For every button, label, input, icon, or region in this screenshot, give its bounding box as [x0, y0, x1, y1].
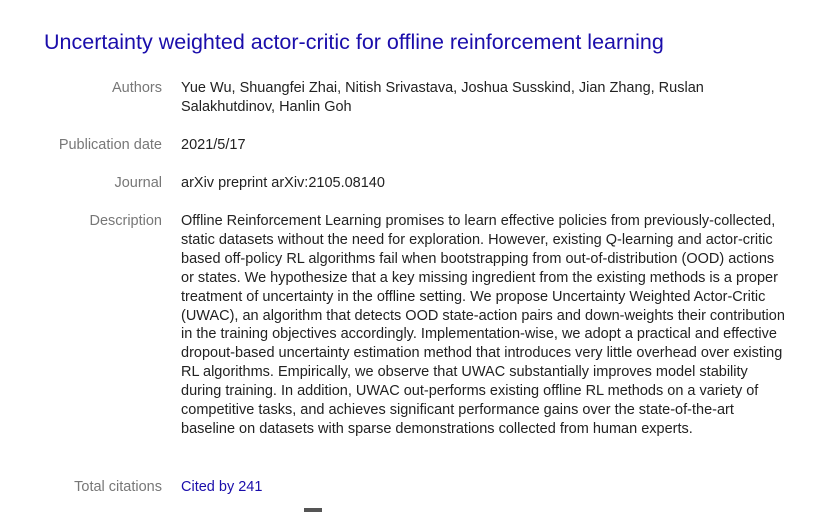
- paper-title-link[interactable]: Uncertainty weighted actor-critic for offline reinforcement learning: [44, 30, 664, 54]
- total-citations-value: [181, 478, 789, 497]
- description-value: Offline Reinforcement Learning promises to learn effective policies from previously-collected, static datasets without the need for exploration. However, existing Q-learning and actor-critic based off-policy RL algorithms fail when bootstrapping from out-of-distribution (OOD) actions or states. We hypothesize that a key missing ingredient from the existing methods is a proper treatment of uncertainty in the offline setting. We propose Uncertainty Weighted Actor-Critic (UWAC), an algorithm that detects OOD state-action pairs and down-weights their contribution in the training objectives accordingly. Implementation-wise, we adopt a practical and effective dropout-based uncertainty estimation method that introduces very little overhead over existing RL algorithms. Empirically, we observe that UWAC substantially improves model stability during training. In addition, UWAC out-performs existing offline RL methods on a variety of competitive tasks, and achieves significant performance gains over the state-of-the-art baseline on datasets with sparse demonstrations collected from human experts.: [181, 213, 785, 437]
- authors-value: Yue Wu, Shuangfei Zhai, Nitish Srivastava, Joshua Susskind, Jian Zhang, Ruslan Salakhutdinov, Hanlin Goh: [181, 80, 704, 115]
- description-label: Description: [89, 213, 162, 229]
- publication-date-label: Publication date: [58, 137, 162, 153]
- publication-date-value: 2021/5/17: [181, 137, 246, 153]
- cited-by-link[interactable]: Cited by 241: [181, 479, 263, 495]
- authors-label: Authors: [112, 80, 162, 96]
- total-citations-label: Total citations: [74, 479, 162, 495]
- journal-label: Journal: [114, 175, 162, 191]
- journal-value: arXiv preprint arXiv:2105.08140: [181, 175, 385, 191]
- chart-bar-fragment: [304, 508, 322, 512]
